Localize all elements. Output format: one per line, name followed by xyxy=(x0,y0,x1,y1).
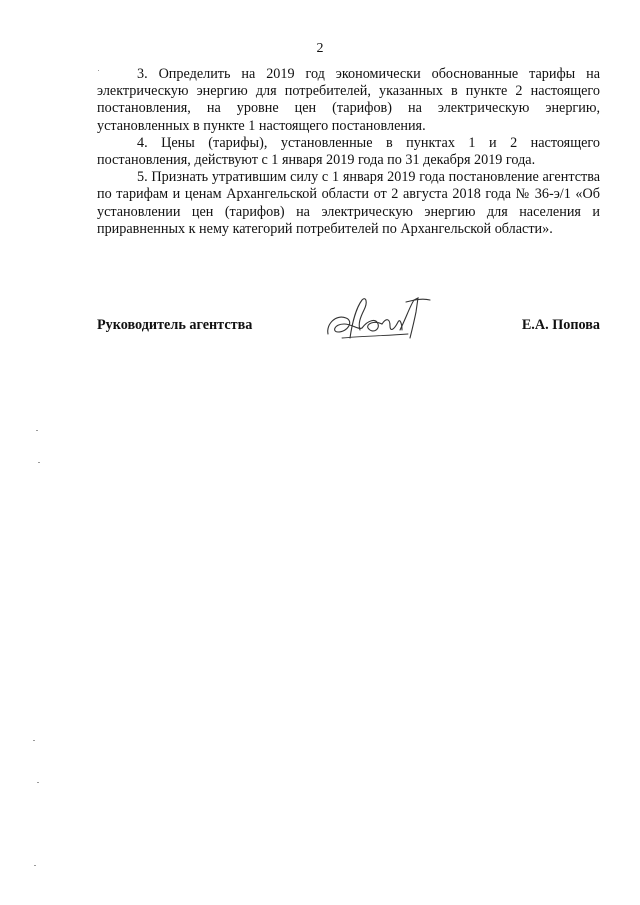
page-number: 2 xyxy=(316,41,324,56)
handwritten-signature xyxy=(322,294,432,344)
paragraph-4: 4. Цены (тарифы), установленные в пунктах 1 и 2 настоящего постановления, действуют с 1 января 2019 года по 31 декабря 2019 года. xyxy=(97,134,600,169)
scan-speck xyxy=(98,70,99,71)
scan-speck xyxy=(37,782,39,783)
scan-speck xyxy=(34,865,36,866)
scan-speck xyxy=(33,740,35,741)
paragraph-3: 3. Определить на 2019 год экономически обоснованные тарифы на электрическую энергию для потребителей, указанных в пункте 2 настоящего постановления, на уровне цен (тарифов) на электрическую энергию, установленных в пункте 1 настоящего постановления. xyxy=(97,66,600,134)
signature-block xyxy=(97,306,600,346)
signatory-title: Руководитель агентства xyxy=(97,317,253,333)
paragraph-5: 5. Признать утратившим силу с 1 января 2019 года постановление агентства по тарифам и ценам Архангельской области от 2 августа 2018 года № 36-э/1 «Об установлении цен (тарифов) на электрическую энергию для населения и приравненных к нему категорий потребителей по Архангельской области». xyxy=(97,169,600,237)
document-body xyxy=(97,66,600,238)
scan-speck xyxy=(38,462,40,463)
scan-speck xyxy=(36,430,38,431)
signatory-name: Е.А. Попова xyxy=(521,317,600,333)
